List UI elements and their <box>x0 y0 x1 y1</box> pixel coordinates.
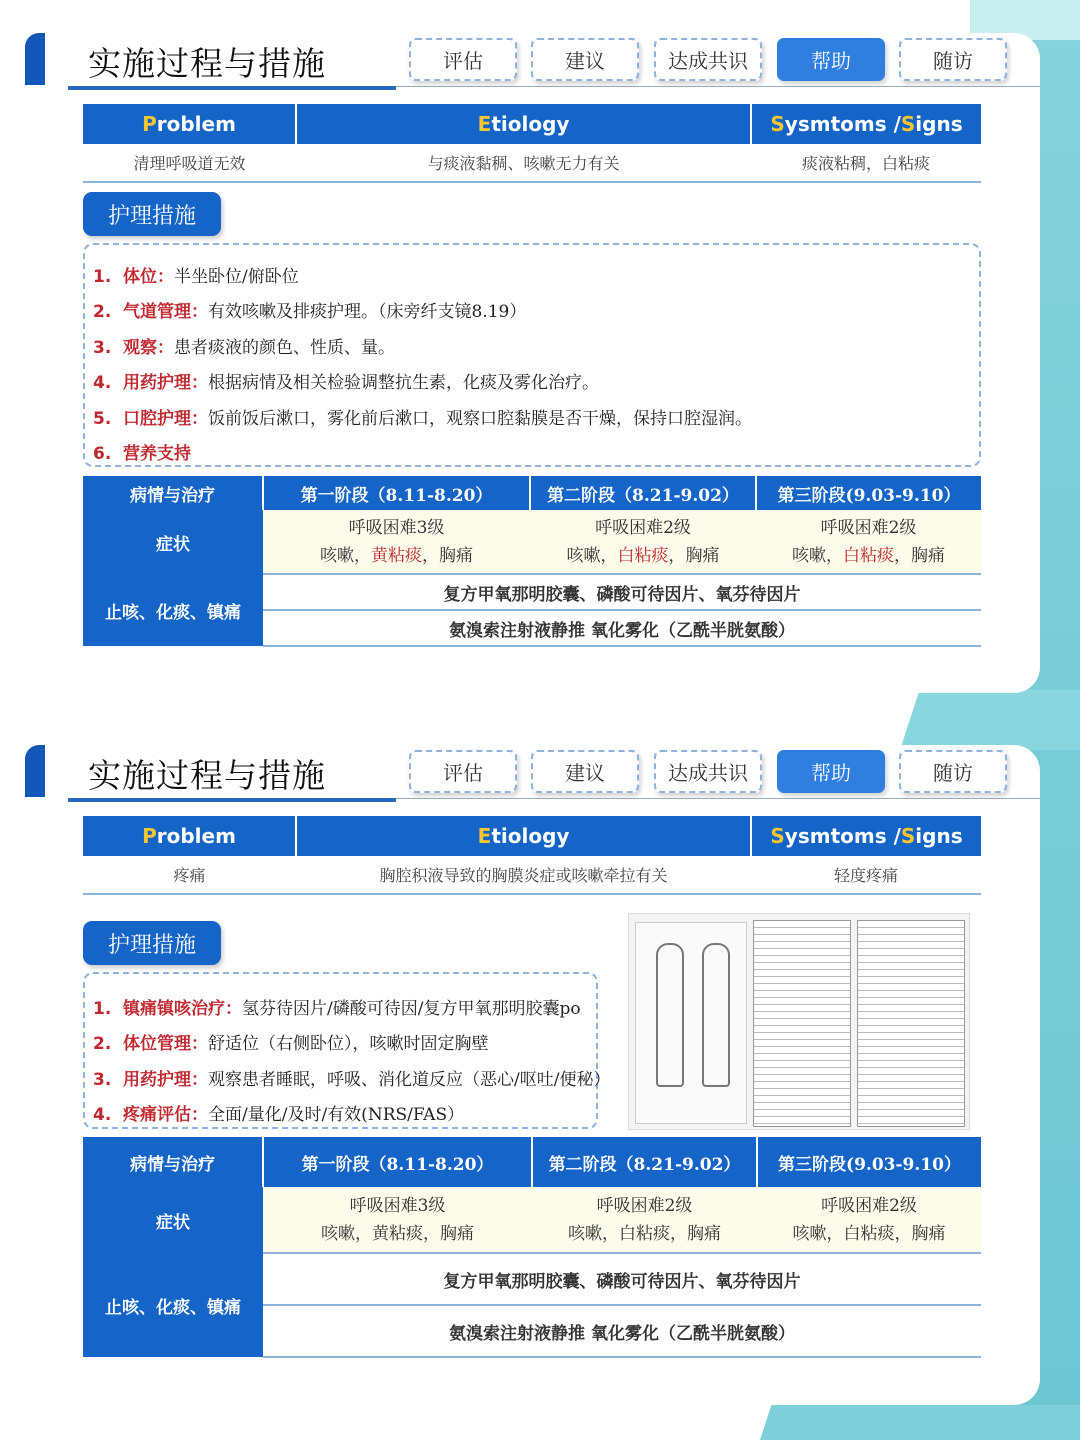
measure-item: 1. 体位：半坐卧位/俯卧位 <box>93 267 299 287</box>
pes-signs-value: 痰液粘稠，白粘痰 <box>801 154 930 173</box>
slide-airway-clearance <box>0 33 1040 693</box>
measure-item: 3. 用药护理：观察患者睡眠，呼吸、消化道反应（恶心/呕吐/便秘） <box>93 1070 611 1090</box>
slide-pain <box>0 745 1040 1405</box>
pes-table <box>83 104 981 183</box>
title-underline <box>68 86 396 90</box>
title-accent-bar <box>25 33 45 85</box>
pes-header-etiology: E tiology <box>297 104 752 144</box>
symptom-row <box>83 510 981 574</box>
pes-header-problem: P roblem <box>83 104 297 144</box>
tab-arrange[interactable]: 随访 <box>899 750 1007 793</box>
header-condition: 病情与治疗 <box>83 1137 263 1187</box>
teal-bottom-decoration <box>760 1405 1080 1440</box>
symptom-stage-3: 呼吸困难2级 咳嗽，白粘痰，胸痛 <box>756 510 981 574</box>
title-accent-bar <box>25 745 45 797</box>
treatment-label: 止咳、化痰、镇痛 <box>83 1253 263 1357</box>
measure-item: 6. 营养支持 <box>93 444 191 464</box>
header-stage-1: 第一阶段（8.11-8.20） <box>263 476 530 510</box>
title-underline <box>68 798 396 802</box>
pes-row <box>83 856 981 895</box>
header-stage-1: 第一阶段（8.11-8.20） <box>263 1137 532 1187</box>
tab-assess[interactable]: 评估 <box>409 38 517 81</box>
symptom-stage-1: 呼吸困难3级 咳嗽，黄粘痰，胸痛 <box>263 510 530 574</box>
treatment-table <box>83 1137 981 1358</box>
assessment-form-sheet <box>857 920 965 1127</box>
measures-box <box>83 243 981 467</box>
measures-badge: 护理措施 <box>83 192 221 236</box>
teal-middle-decoration <box>900 690 1080 750</box>
treatment-table <box>83 476 981 647</box>
pes-header-signs: S ysmtoms / S igns <box>770 824 963 848</box>
assessment-form-sheet <box>753 920 851 1127</box>
pes-header <box>83 816 981 856</box>
symptom-label: 症状 <box>83 510 263 574</box>
pes-table <box>83 816 981 895</box>
drug-row-1 <box>83 574 981 610</box>
header-condition: 病情与治疗 <box>83 476 263 510</box>
tab-assist[interactable]: 帮助 <box>777 38 885 81</box>
pain-assessment-form-image <box>628 913 970 1130</box>
pes-row <box>83 144 981 183</box>
header-divider <box>396 798 1040 799</box>
measure-item: 4. 疼痛评估：全面/量化/及时/有效(NRS/FAS） <box>93 1105 465 1125</box>
drug-inhaled: 氨溴索注射液静推 氧化雾化（乙酰半胱氨酸） <box>263 610 981 646</box>
pes-problem-value: 清理呼吸道无效 <box>133 154 246 173</box>
slide-title: 实施过程与措施 <box>88 44 326 83</box>
drug-inhaled: 氨溴索注射液静推 氧化雾化（乙酰半胱氨酸） <box>263 1305 981 1357</box>
tab-assist[interactable]: 帮助 <box>777 750 885 793</box>
pes-header-etiology: E tiology <box>297 816 752 856</box>
measure-item: 1. 镇痛镇咳治疗：氢芬待因片/磷酸可待因/复方甲氧那明胶囊po <box>93 999 581 1019</box>
drug-oral: 复方甲氧那明胶囊、磷酸可待因片、氧芬待因片 <box>263 1253 981 1305</box>
pes-problem-value: 疼痛 <box>173 866 206 885</box>
symptom-stage-1: 呼吸困难3级 咳嗽，黄粘痰，胸痛 <box>263 1187 532 1253</box>
symptom-stage-3: 呼吸困难2级 咳嗽，白粘痰，胸痛 <box>757 1187 981 1253</box>
header-stage-2: 第二阶段（8.21-9.02） <box>532 1137 757 1187</box>
measure-item: 4. 用药护理：根据病情及相关检验调整抗生素，化痰及雾化治疗。 <box>93 373 599 393</box>
pes-header <box>83 104 981 144</box>
header-stage-3: 第三阶段(9.03-9.10） <box>756 476 981 510</box>
symptom-stage-2: 呼吸困难2级 咳嗽，白粘痰，胸痛 <box>530 510 756 574</box>
symptom-stage-2: 呼吸困难2级 咳嗽，白粘痰，胸痛 <box>532 1187 757 1253</box>
measures-badge: 护理措施 <box>83 921 221 965</box>
slide-title: 实施过程与措施 <box>88 756 326 795</box>
measure-item: 5. 口腔护理：饭前饭后漱口，雾化前后漱口，观察口腔黏膜是否干燥，保持口腔湿润。 <box>93 409 752 429</box>
measures-box <box>83 972 611 1129</box>
body-diagram <box>635 922 747 1124</box>
pes-etiology-value: 胸腔积液导致的胸膜炎症或咳嗽牵拉有关 <box>379 866 668 885</box>
tab-arrange[interactable]: 随访 <box>899 38 1007 81</box>
header-stage-2: 第二阶段（8.21-9.02） <box>530 476 756 510</box>
symptom-label: 症状 <box>83 1187 263 1253</box>
pes-etiology-value: 与痰液黏稠、咳嗽无力有关 <box>427 154 620 173</box>
treatment-header-row <box>83 476 981 510</box>
pes-header-signs: S ysmtoms / S igns <box>770 112 963 136</box>
tab-assess[interactable]: 评估 <box>409 750 517 793</box>
header-stage-3: 第三阶段(9.03-9.10） <box>757 1137 981 1187</box>
pes-header-problem: P roblem <box>83 816 297 856</box>
measure-item: 2. 气道管理：有效咳嗽及排痰护理。（床旁纤支镜8.19） <box>93 302 527 322</box>
treatment-header-row <box>83 1137 981 1187</box>
pes-signs-value: 轻度疼痛 <box>833 866 898 885</box>
drug-oral: 复方甲氧那明胶囊、磷酸可待因片、氧芬待因片 <box>263 574 981 610</box>
tab-agree[interactable]: 达成共识 <box>654 38 762 81</box>
measure-item: 2. 体位管理：舒适位（右侧卧位），咳嗽时固定胸壁 <box>93 1034 489 1054</box>
tab-advise[interactable]: 建议 <box>531 38 639 81</box>
symptom-row <box>83 1187 981 1253</box>
tab-advise[interactable]: 建议 <box>531 750 639 793</box>
drug-row-1 <box>83 1253 981 1305</box>
tab-agree[interactable]: 达成共识 <box>654 750 762 793</box>
measure-item: 3. 观察：患者痰液的颜色、性质、量。 <box>93 338 395 358</box>
header-divider <box>396 86 1040 87</box>
treatment-label: 止咳、化痰、镇痛 <box>83 574 263 646</box>
